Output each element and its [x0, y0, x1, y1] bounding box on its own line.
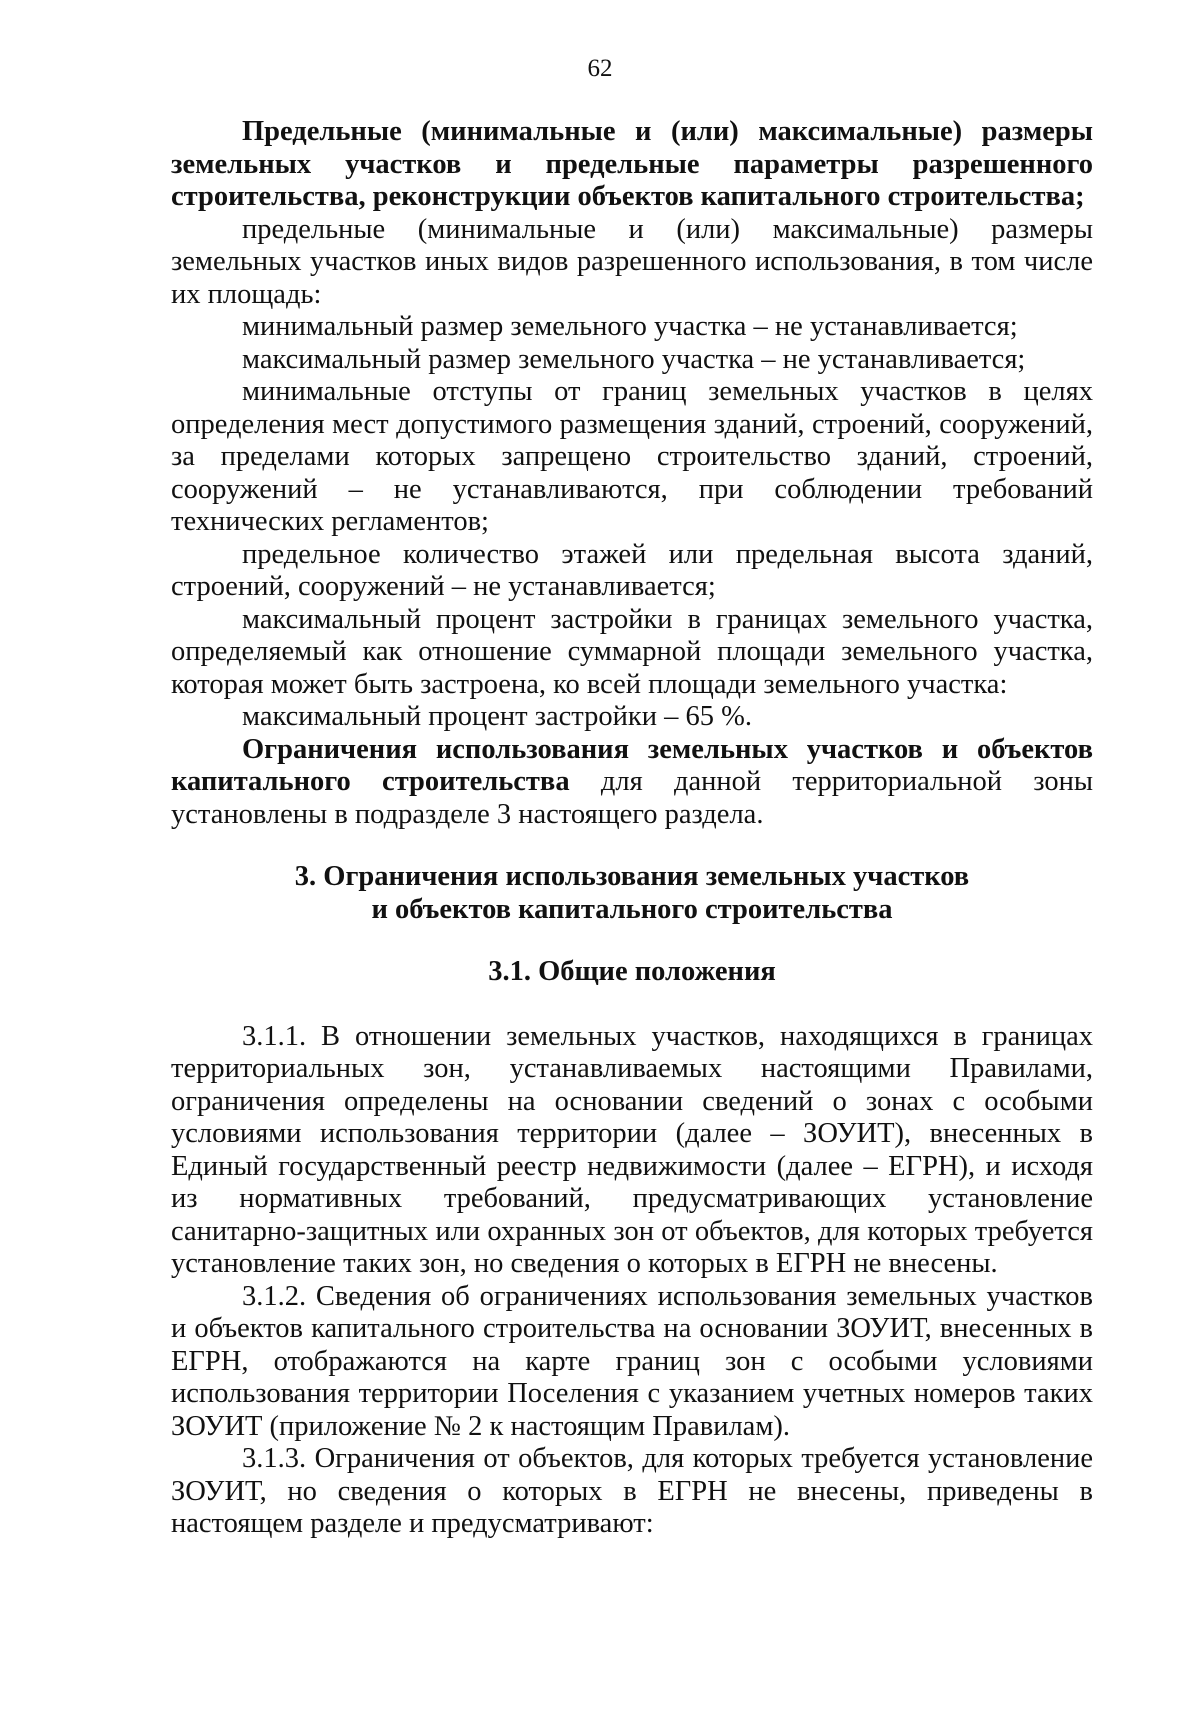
document-body — [171, 116, 1093, 1541]
section-heading-line-1: 3. Ограничения использования земельных участков — [294, 861, 970, 892]
body-paragraph: максимальный размер земельного участка – не устанавливается; — [242, 343, 1026, 375]
section-heading — [171, 861, 1093, 926]
body-paragraph: минимальные отступы от границ земельных участков в целях определения мест допустимого размещения зданий, строений, сооружений, за пределами которых запрещено строительство зданий, строений, сооружений – не устанавливаются, при соблюдении требований технических регламентов; — [171, 376, 1093, 537]
clause-3-1-3: 3.1.3. Ограничения от объектов, для которых требуется установление ЗОУИТ, но сведения о которых в ЕГРН не внесены, приведены в настоящем разделе и предусматривают: — [171, 1443, 1093, 1539]
body-paragraph: предельные (минимальные и (или) максимальные) размеры земельных участков иных видов разрешенного использования, в том числе их площадь: — [171, 213, 1093, 310]
parameters-heading-paragraph: Предельные (минимальные и (или) максимальные) размеры земельных участков и предельные параметры разрешенного строительства, реконструкции объектов капитального строительства; — [171, 116, 1093, 212]
restrictions-reference-text: для данной территориальной зоны установлены в подразделе 3 настоящего раздела. — [171, 766, 1093, 830]
clause-3-1-1: 3.1.1. В отношении земельных участков, находящихся в границах территориальных зон, устанавливаемых настоящими Правилами, ограничения определены на основании сведений о зонах с особыми условиями использования территории (далее – ЗОУИТ), внесенных в Единый государственный реестр недвижимости (далее – ЕГРН), и исходя из нормативных требований, предусматривающих установление санитарно-защитных или охранных зон от объектов, для которых требуется установление таких зон, но сведения о которых в ЕГРН не внесены. — [171, 1020, 1093, 1279]
clause-3-1-2: 3.1.2. Сведения об ограничениях использования земельных участков и объектов капитального строительства на основании ЗОУИТ, внесенных в ЕГРН, отображаются на карте границ зон с особыми условиями использования территории Поселения с указанием учетных номеров таких ЗОУИТ (приложение № 2 к настоящим Правилам). — [171, 1280, 1093, 1442]
body-paragraph: максимальный процент застройки в границах земельного участка, определяемый как отношение суммарной площади земельного участка, которая может быть застроена, ко всей площади земельного участка: — [171, 603, 1093, 700]
body-paragraph: максимальный процент застройки – 65 %. — [242, 701, 752, 732]
restrictions-reference-paragraph — [171, 734, 1093, 832]
body-paragraph: предельное количество этажей или предельная высота зданий, строений, сооружений – не устанавливается; — [171, 538, 1093, 602]
subsection-heading: 3.1. Общие положения — [488, 956, 776, 987]
page-number: 62 — [587, 55, 613, 82]
restrictions-reference-bold: Ограничения использования земельных участков и объектов капитального строительства — [171, 733, 1093, 797]
body-paragraph: минимальный размер земельного участка – не устанавливается; — [242, 311, 1018, 342]
section-heading-line-2: и объектов капитального строительства — [371, 893, 893, 925]
